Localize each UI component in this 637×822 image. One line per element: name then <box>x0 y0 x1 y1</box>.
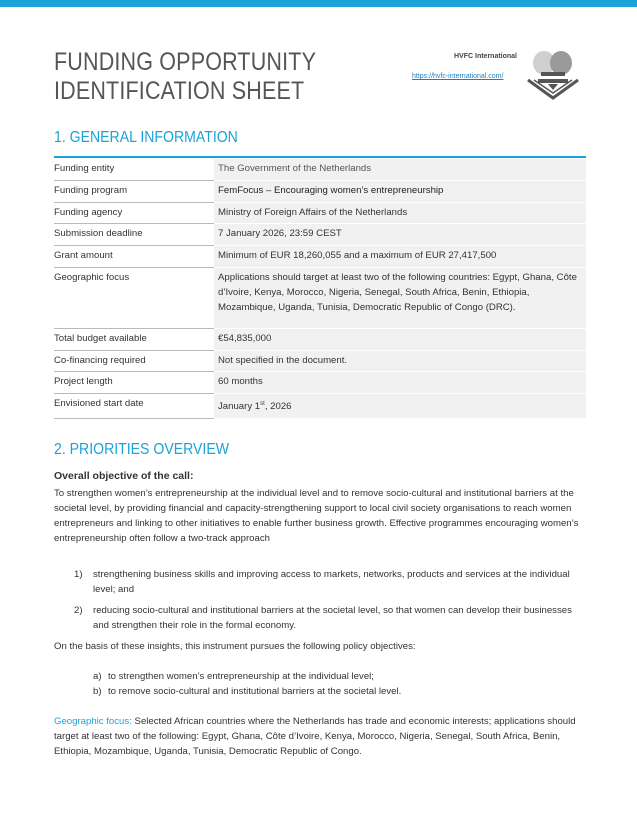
row-value: Not specified in the document. <box>214 350 586 372</box>
row-value: Ministry of Foreign Affairs of the Netherlands <box>214 202 586 224</box>
row-label: Total budget available <box>54 328 214 350</box>
row-value: €54,835,000 <box>214 328 586 350</box>
list-number: 1) <box>74 569 83 580</box>
table-row <box>54 328 586 350</box>
row-label: Project length <box>54 372 214 394</box>
row-label: Funding entity <box>54 159 214 180</box>
row-label: Grant amount <box>54 246 214 268</box>
geographic-focus-text: Selected African countries where the Netherlands has trade and economic interests; applications should target at least two of the following: Egypt, Ghana, Côte d’Ivoire, Kenya, Morocco, Nigeria, Senegal, South Africa, Benin, Ethiopia, Mozambique, Uganda, Tunisia, Democratic Republic of Congo. <box>54 716 576 757</box>
objective-paragraph: To strengthen women’s entrepreneurship at the individual level and to remove socio-cultural and institutional barriers at the societal level, by providing financial and capacity-strengthening support to local civil society organisations to reach women entrepreneurs and linking to other initiatives to enable further business growth. Effective programmes encouraging women’s entrepreneurship often follow a two-track approach <box>54 488 579 544</box>
list-text: strengthening business skills and improving access to markets, networks, products and services at the individual level; and <box>93 569 570 595</box>
geographic-focus-label: Geographic focus: <box>54 716 132 727</box>
list-item <box>93 669 374 684</box>
overall-objective-heading: Overall objective of the call: <box>54 470 194 482</box>
row-label: Co-financing required <box>54 350 214 372</box>
title-line-2: IDENTIFICATION SHEET <box>54 77 305 105</box>
title-line-1: FUNDING OPPORTUNITY <box>54 48 317 76</box>
section-heading-priorities-overview: 2. PRIORITIES OVERVIEW <box>54 441 229 458</box>
geographic-focus-paragraph <box>54 714 587 759</box>
table-row <box>54 267 586 328</box>
general-information-table <box>54 159 586 419</box>
table-row <box>54 180 586 202</box>
row-label: Funding agency <box>54 202 214 224</box>
table-row <box>54 246 586 268</box>
row-label: Geographic focus <box>54 267 214 328</box>
start-date-suffix: st <box>260 401 265 408</box>
policy-objectives-intro: On the basis of these insights, this instrument pursues the following policy objectives: <box>54 641 416 652</box>
section-divider <box>54 156 586 158</box>
list-text: reducing socio-cultural and institutional barriers at the societal level, so that women can develop their businesses and strengthen their role in the formal economy. <box>93 605 572 631</box>
section-heading-general-information: 1. GENERAL INFORMATION <box>54 129 238 146</box>
list-text: to strengthen women’s entrepreneurship at the individual level; <box>108 671 374 682</box>
org-website-link[interactable]: https://hvfc-international.com/ <box>412 73 504 80</box>
list-letter: a) <box>93 671 102 682</box>
table-row <box>54 350 586 372</box>
list-letter: b) <box>93 686 102 697</box>
list-item <box>93 684 401 699</box>
page-title <box>54 48 329 106</box>
row-value: 60 months <box>214 372 586 394</box>
row-label: Submission deadline <box>54 224 214 246</box>
row-value: Minimum of EUR 18,260,055 and a maximum of EUR 27,417,500 <box>214 246 586 268</box>
row-label: Envisioned start date <box>54 394 214 419</box>
list-text: to remove socio-cultural and institutional barriers at the societal level. <box>108 686 402 697</box>
table-row <box>54 202 586 224</box>
table-row <box>54 224 586 246</box>
table-row <box>54 394 586 419</box>
row-value: 7 January 2026, 23:59 CEST <box>214 224 586 246</box>
org-name: HVFC International <box>454 53 518 60</box>
start-date-year: , 2026 <box>264 401 292 413</box>
table-row <box>54 159 586 180</box>
top-accent-bar <box>0 0 637 7</box>
table-row <box>54 372 586 394</box>
list-number: 2) <box>74 605 83 616</box>
row-label: Funding program <box>54 180 214 202</box>
row-value: The Government of the Netherlands <box>214 159 586 180</box>
start-date-main: January 1 <box>218 401 261 413</box>
row-value <box>214 394 586 419</box>
row-value: FemFocus – Encouraging women’s entrepreneurship <box>214 180 586 202</box>
row-value: Applications should target at least two of the following countries: Egypt, Ghana, Côte d’Ivoire, Kenya, Morocco, Nigeria, Senegal, South Africa, Benin, Ethiopia, Mozambique, Uganda, Tunisia, Democratic Republic of Congo (DRC). <box>214 267 586 328</box>
hvfc-logo-icon <box>524 48 582 100</box>
